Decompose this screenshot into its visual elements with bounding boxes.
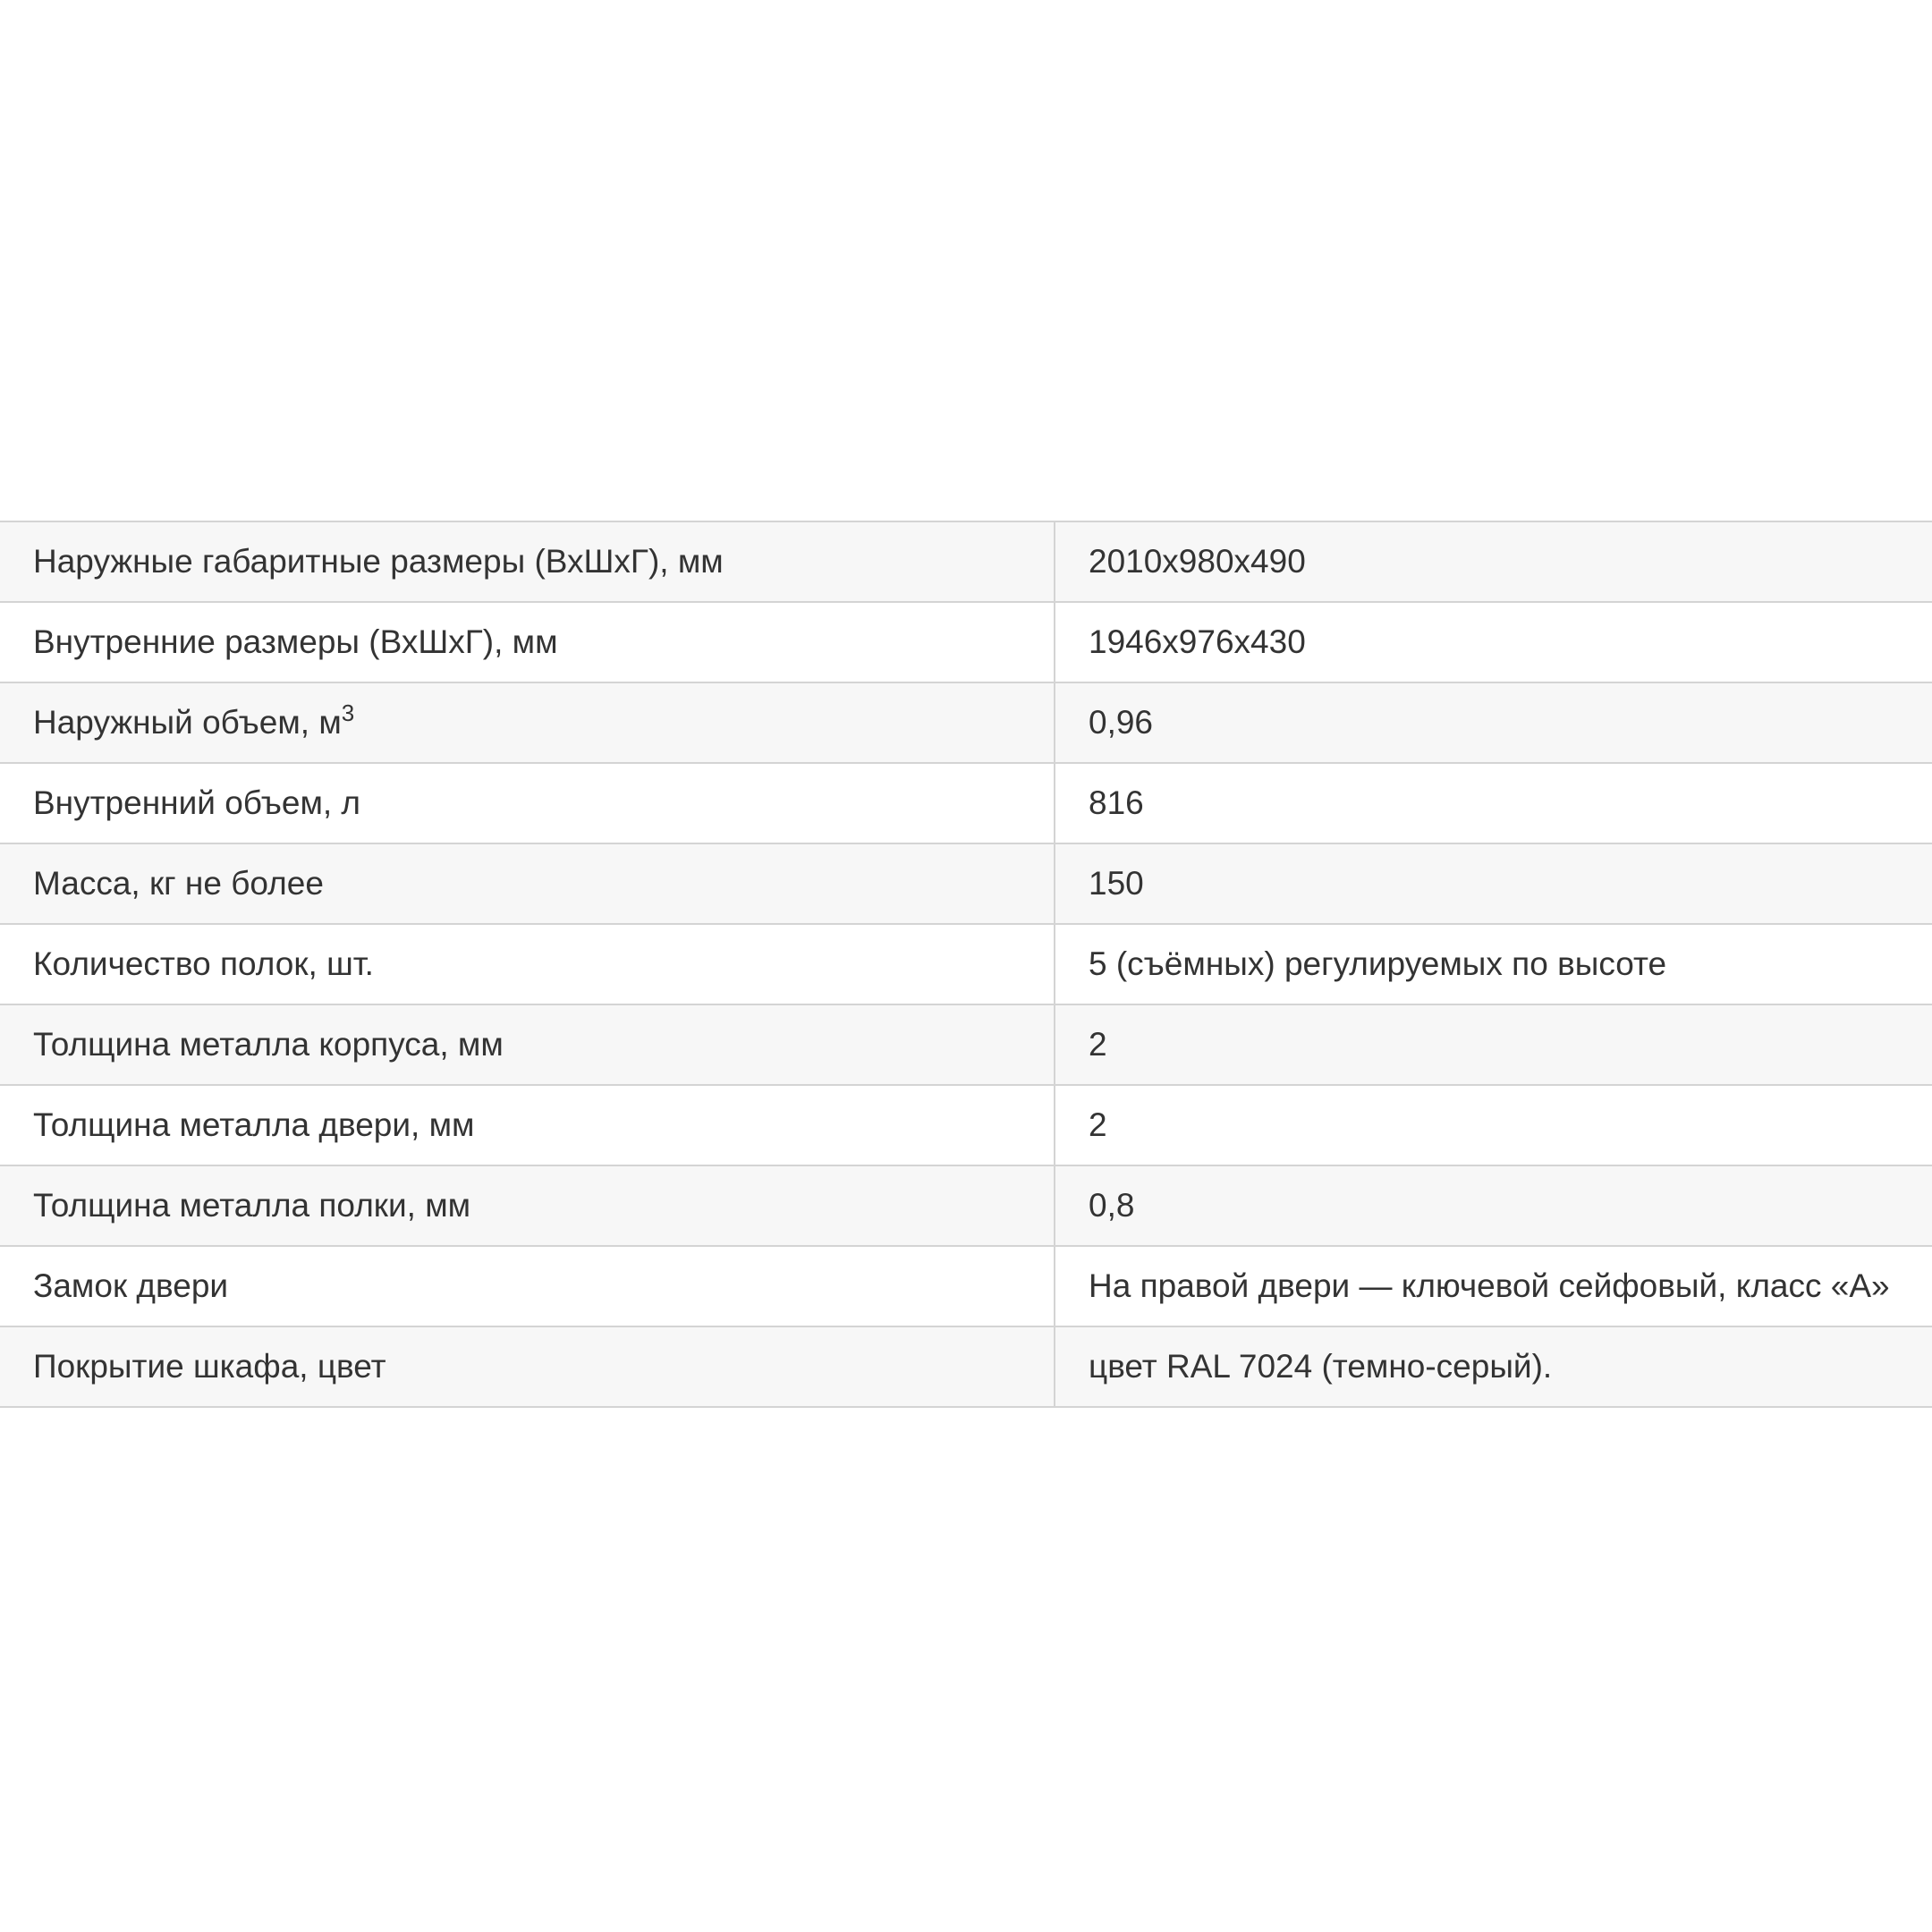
spec-name: Толщина металла двери, мм [0, 1085, 1055, 1165]
spec-value: 2 [1055, 1085, 1932, 1165]
table-row [0, 924, 1932, 1004]
spec-value: 816 [1055, 763, 1932, 843]
spec-value: На правой двери — ключевой сейфовый, класс «А» [1055, 1246, 1932, 1326]
spec-value: 1946х976х430 [1055, 602, 1932, 682]
spec-value: 2 [1055, 1004, 1932, 1085]
table-row [0, 1246, 1932, 1326]
spec-value: цвет RAL 7024 (темно-серый). [1055, 1326, 1932, 1407]
spec-name: Замок двери [0, 1246, 1055, 1326]
spec-name: Количество полок, шт. [0, 924, 1055, 1004]
spec-name: Масса, кг не более [0, 843, 1055, 924]
table-row [0, 1004, 1932, 1085]
table-row [0, 763, 1932, 843]
table-row [0, 521, 1932, 602]
specifications-table [0, 521, 1932, 1408]
table-row [0, 1326, 1932, 1407]
table-row [0, 1085, 1932, 1165]
table-row [0, 1165, 1932, 1246]
spec-name: Покрытие шкафа, цвет [0, 1326, 1055, 1407]
spec-name: Внутренний объем, л [0, 763, 1055, 843]
spec-value: 150 [1055, 843, 1932, 924]
spec-name: Толщина металла корпуса, мм [0, 1004, 1055, 1085]
spec-name: Внутренние размеры (ВхШхГ), мм [0, 602, 1055, 682]
table-row [0, 843, 1932, 924]
spec-name: Толщина металла полки, мм [0, 1165, 1055, 1246]
spec-value: 5 (съёмных) регулируемых по высоте [1055, 924, 1932, 1004]
spec-name-cell [0, 682, 1055, 763]
spec-name: Наружный объем, м [33, 704, 342, 741]
spec-value: 2010х980х490 [1055, 521, 1932, 602]
unit-superscript: 3 [341, 699, 355, 726]
spec-value: 0,8 [1055, 1165, 1932, 1246]
spec-name: Наружные габаритные размеры (ВхШхГ), мм [0, 521, 1055, 602]
table-row [0, 602, 1932, 682]
spec-value: 0,96 [1055, 682, 1932, 763]
table-row [0, 682, 1932, 763]
